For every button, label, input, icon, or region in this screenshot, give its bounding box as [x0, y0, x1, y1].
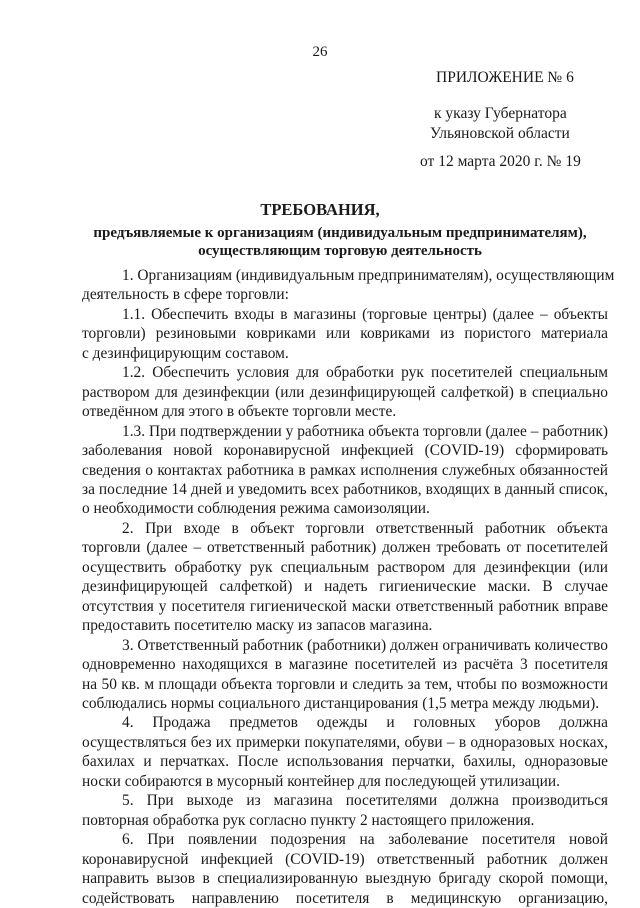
appendix-date: от 12 марта 2020 г. № 19 [420, 153, 581, 170]
body-line: предоставить посетителю маску из запасов магазина. [82, 617, 433, 635]
document-subtitle-line1: предъявляемые к организациям (индивидуальным предпринимателям), [93, 225, 587, 241]
body-line: на 50 кв. м площади объекта торговли и следить за тем, чтобы по возможности [82, 675, 608, 693]
body-line: 6. При появлении подозрения на заболевание посетителя новой [122, 831, 608, 849]
body-line: осуществить обработку рук специальным раствором для дезинфекции (или [82, 558, 608, 576]
body-line: одновременно находящихся в магазине посетителей из расчёта 3 посетителя [82, 656, 608, 674]
page-number: 26 [312, 44, 328, 60]
body-line: торговли) резиновыми ковриками или ковриками из пористого материала [82, 325, 608, 343]
body-line: заболевания новой коронавирусной инфекцией (COVID-19) сформировать [82, 442, 608, 460]
body-line: содействовать направлению посетителя в медицинскую организацию, [82, 889, 608, 907]
body-line: 2. При входе в объект торговли ответственный работник объекта [122, 519, 608, 537]
appendix-ref-line2: Ульяновской области [430, 125, 570, 142]
body-line: носки собираются в мусорный контейнер для последующей утилизации. [82, 772, 560, 790]
body-line: 1.1. Обеспечить входы в магазины (торговые центры) (далее – объекты [122, 305, 608, 323]
body-line: отведённом для этого в объекте торговли месте. [82, 403, 397, 421]
body-line: дезинфицирующей салфеткой) и надеть гигиенические маски. В случае [82, 578, 608, 596]
body-line: осуществляться без их примерки покупателями, обуви – в одноразовых носках, [82, 733, 608, 751]
body-line: 5. При выходе из магазина посетителями должна производиться [122, 792, 608, 810]
body-line: торговли (далее – ответственный работник) должен требовать от посетителей [82, 539, 608, 557]
body-line: коронавирусной инфекцией (COVID-19) ответственный работник должен [82, 850, 608, 868]
body-line: сведения о контактах работника в рамках исполнения служебных обязанностей [82, 461, 608, 479]
body-line: раствором для дезинфекции (или дезинфицирующей салфеткой) в специально [82, 383, 608, 401]
body-line: отсутствия у посетителя гигиенической маски ответственный работник вправе [82, 597, 608, 615]
document-body [82, 266, 615, 908]
body-line: 3. Ответственный работник (работники) должен ограничивать количество [122, 636, 608, 654]
body-line: 1.2. Обеспечить условия для обработки рук посетителей специальным [122, 364, 608, 382]
body-line: 4. Продажа предметов одежды и головных уборов должна [122, 714, 608, 732]
body-line: соблюдались нормы социального дистанцирования (1,5 метра между людьми). [82, 694, 600, 712]
body-line: о необходимости соблюдения режима самоизоляции. [82, 500, 430, 518]
body-line: повторная обработка рук согласно пункту 2 настоящего приложения. [82, 811, 535, 829]
document-title: ТРЕБОВАНИЯ, [260, 200, 380, 219]
body-line: бахилах и перчатках. После использования перчатки, бахилы, одноразовые [82, 753, 608, 771]
body-line: 1.3. При подтверждении у работника объекта торговли (далее – работник) [122, 422, 608, 440]
body-line: деятельность в сфере торговли: [82, 286, 289, 304]
body-line: с дезинфицирующим составом. [82, 344, 289, 362]
appendix-title: ПРИЛОЖЕНИЕ № 6 [436, 69, 574, 86]
body-line: направить вызов в специализированную выездную бригаду скорой помощи, [82, 870, 608, 888]
document-subtitle-line2: осуществляющим торговую деятельность [198, 243, 482, 259]
body-line: за последние 14 дней и уведомить всех работников, входящих в данный список, [82, 480, 608, 498]
appendix-ref-line1: к указу Губернатора [434, 105, 567, 122]
body-line: 1. Организациям (индивидуальным предпринимателям), осуществляющим [122, 267, 615, 284]
